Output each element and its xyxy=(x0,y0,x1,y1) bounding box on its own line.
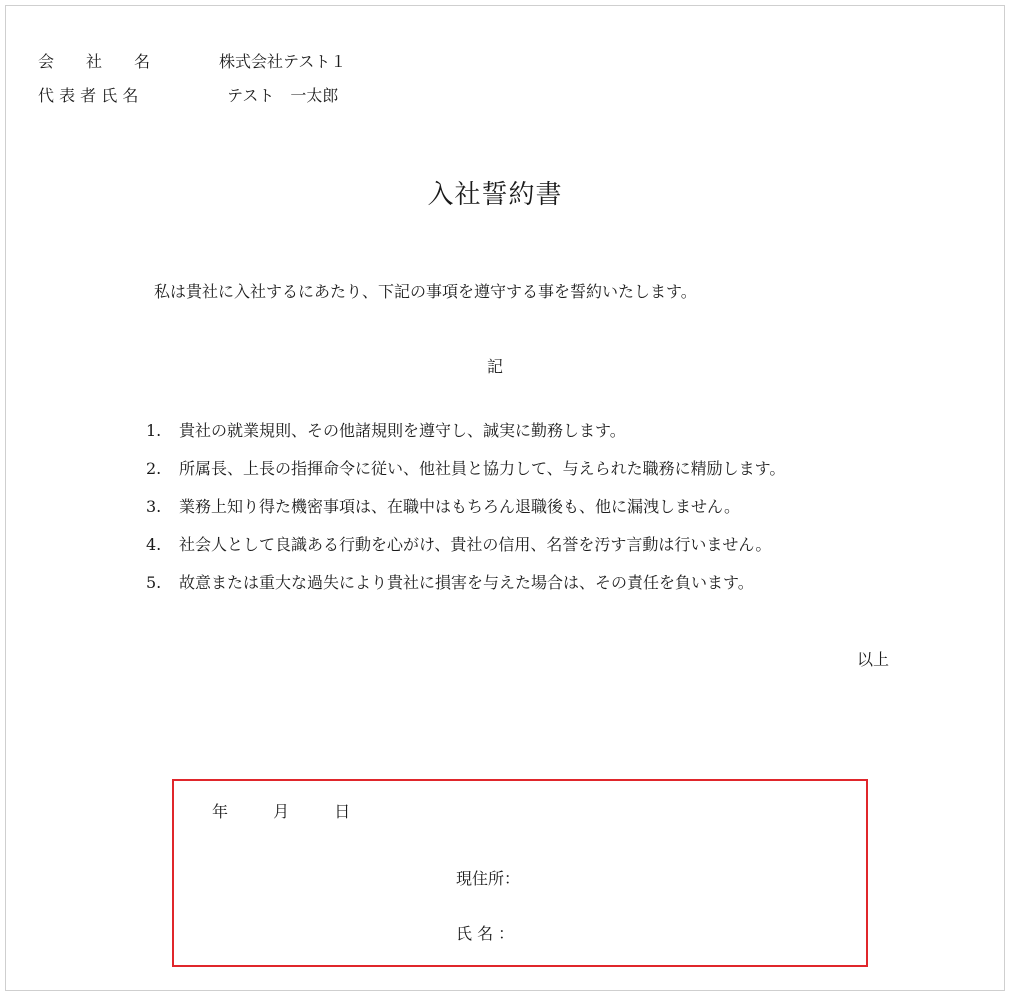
address-label: 現住所： xyxy=(456,869,521,888)
item-number: 5. xyxy=(146,573,162,592)
item-number: 2. xyxy=(146,459,162,478)
item-text: 社会人として良識ある行動を心がけ、貴社の信用、名誉を汚す言動は行いません。 xyxy=(179,535,772,554)
item-text: 所属長、上長の指揮命令に従い、他社員と協力して、与えられた職務に精励します。 xyxy=(179,459,786,478)
item-number: 4. xyxy=(146,535,162,554)
item-number: 1. xyxy=(146,421,162,440)
date-line xyxy=(212,799,350,822)
closing-ijo: 以上 xyxy=(857,650,890,669)
list-item xyxy=(146,573,785,611)
representative-name-value: テスト 一太郎 xyxy=(227,86,339,105)
item-number: 3. xyxy=(146,497,162,516)
company-name-value: 株式会社テスト１ xyxy=(219,52,347,71)
date-month-label: 月 xyxy=(273,802,290,821)
document-page xyxy=(5,5,1005,991)
document-title: 入社誓約書 xyxy=(427,180,563,210)
list-item xyxy=(146,497,785,535)
representative-name-label: 代 表 者 氏 名 xyxy=(38,86,139,105)
company-name-label: 会 社 名 xyxy=(38,52,151,71)
list-item xyxy=(146,421,785,459)
item-text: 故意または重大な過失により貴社に損害を与えた場合は、その責任を負います。 xyxy=(179,573,754,592)
date-year-label: 年 xyxy=(212,802,229,821)
list-item xyxy=(146,459,785,497)
list-item xyxy=(146,535,785,573)
item-text: 貴社の就業規則、その他諸規則を遵守し、誠実に勤務します。 xyxy=(179,421,626,440)
name-label: 氏 名 ： xyxy=(456,924,515,943)
ki-heading: 記 xyxy=(486,357,503,376)
signature-box xyxy=(172,779,868,967)
intro-paragraph: 私は貴社に入社するにあたり、下記の事項を遵守する事を誓約いたします。 xyxy=(154,282,697,301)
pledge-list xyxy=(146,421,785,611)
date-day-label: 日 xyxy=(334,802,351,821)
item-text: 業務上知り得た機密事項は、在職中はもちろん退職後も、他に漏洩しません。 xyxy=(179,497,740,516)
